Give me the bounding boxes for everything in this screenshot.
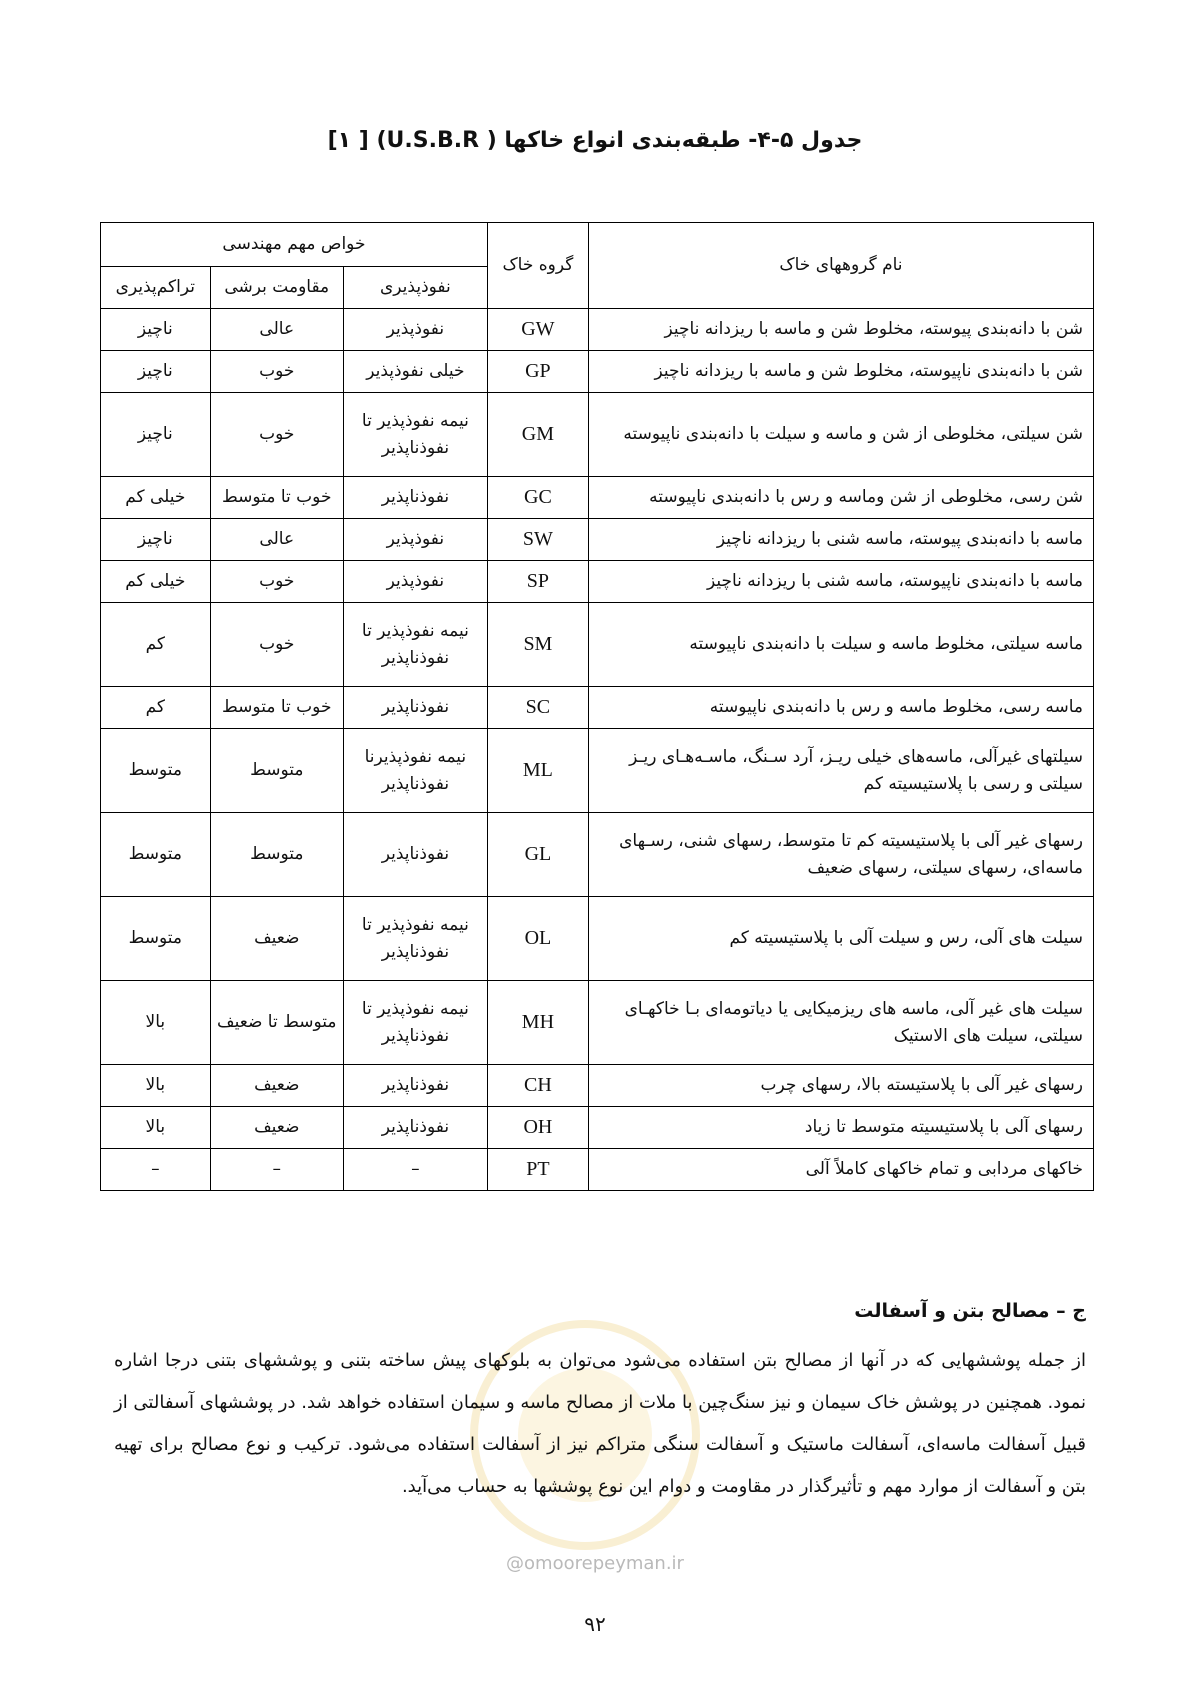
shear-strength-cell: خوب — [210, 561, 343, 603]
soil-code-cell: ML — [487, 729, 588, 813]
soil-name-cell: ماسه رسی، مخلوط ماسه و رس با دانه‌بندی ناپیوسته — [588, 687, 1093, 729]
table-row — [101, 519, 1094, 561]
soil-code-cell: GW — [487, 309, 588, 351]
table-row — [101, 729, 1094, 813]
permeability-cell: نفوذناپذیر — [343, 1065, 487, 1107]
compressibility-cell: بالا — [101, 981, 211, 1065]
section-paragraph: از جمله پوششهایی که در آنها از مصالح بتن استفاده می‌شود می‌توان به بلوکهای پیش ساخته بتنی و پوششهای بتنی درجا اشاره نمود. همچنین در پوشش خاک سیمان و نیز سنگ‌چین با ملات از مصالح ماسه و سیمان استفاده خواهد شد. در پوششهای آسفالتی از قبیل آسفالت ماسه‌ای، آسفالت ماستیک و آسفالت سنگی متراکم نیز از آسفالت استفاده می‌شود. ترکیب و نوع مصالح برای تهیه بتن و آسفالت از موارد مهم و تأثیرگذار در مقاومت و دوام این نوع پوششها به حساب می‌آید. — [114, 1350, 1086, 1497]
permeability-cell: خیلی نفوذپذیر — [343, 351, 487, 393]
soil-name-cell: سیلتهای غیرآلی، ماسه‌های خیلی ریـز، آرد سـنگ، ماسـه‌هـای ریـز سیلتی و رسی با پلاستیسیته کم — [588, 729, 1093, 813]
permeability-cell: – — [343, 1149, 487, 1191]
header-compressibility: تراکم‌پذیری — [101, 267, 211, 309]
compressibility-cell: ناچیز — [101, 519, 211, 561]
table-row — [101, 1149, 1094, 1191]
table-row — [101, 309, 1094, 351]
soil-name-cell: ماسه با دانه‌بندی پیوسته، ماسه شنی با ریزدانه ناچیز — [588, 519, 1093, 561]
soil-name-cell: رسهای غیر آلی با پلاستیسیته کم تا متوسط، رسهای شنی، رسـهای ماسه‌ای، رسهای سیلتی، رسهای ضعیف — [588, 813, 1093, 897]
permeability-cell: نفوذپذیر — [343, 519, 487, 561]
soil-name-cell: سیلت های غیر آلی، ماسه های ریزمیکایی یا دیاتومه‌ای بـا خاکهـای سیلتی، سیلت های الاستیک — [588, 981, 1093, 1065]
permeability-cell: نیمه نفوذپذیر تا نفوذناپذیر — [343, 981, 487, 1065]
header-soil-group: گروه خاک — [487, 223, 588, 309]
soil-code-cell: MH — [487, 981, 588, 1065]
header-permeability: نفوذپذیری — [343, 267, 487, 309]
table-title: جدول ۵-۴- طبقه‌بندی انواع خاکها ( U.S.B.R) [ ۱] — [327, 128, 863, 153]
permeability-cell: نفوذپذیر — [343, 561, 487, 603]
table-row — [101, 351, 1094, 393]
permeability-cell: نیمه نفوذپذیر تا نفوذناپذیر — [343, 393, 487, 477]
soil-code-cell: SW — [487, 519, 588, 561]
compressibility-cell: کم — [101, 687, 211, 729]
permeability-cell: نیمه نفوذپذیرنا نفوذناپذیر — [343, 729, 487, 813]
table-row — [101, 1107, 1094, 1149]
table-row — [101, 1065, 1094, 1107]
soil-code-cell: OL — [487, 897, 588, 981]
compressibility-cell: ناچیز — [101, 351, 211, 393]
soil-name-cell: شن سیلتی، مخلوطی از شن و ماسه و سیلت با دانه‌بندی ناپیوسته — [588, 393, 1093, 477]
shear-strength-cell: متوسط تا ضعیف — [210, 981, 343, 1065]
soil-name-cell: خاکهای مردابی و تمام خاکهای کاملاً آلی — [588, 1149, 1093, 1191]
shear-strength-cell: ضعیف — [210, 1065, 343, 1107]
permeability-cell: نیمه نفوذپذیر تا نفوذناپذیر — [343, 603, 487, 687]
header-engineering-properties: خواص مهم مهندسی — [101, 223, 488, 267]
header-soil-group-name: نام گروههای خاک — [588, 223, 1093, 309]
table-row — [101, 687, 1094, 729]
compressibility-cell: بالا — [101, 1065, 211, 1107]
permeability-cell: نفوذناپذیر — [343, 1107, 487, 1149]
shear-strength-cell: خوب — [210, 393, 343, 477]
table-row — [101, 981, 1094, 1065]
table-row — [101, 561, 1094, 603]
soil-code-cell: SC — [487, 687, 588, 729]
soil-code-cell: GP — [487, 351, 588, 393]
header-shear-strength: مقاومت برشی — [210, 267, 343, 309]
soil-code-cell: PT — [487, 1149, 588, 1191]
shear-strength-cell: عالی — [210, 309, 343, 351]
compressibility-cell: خیلی کم — [101, 561, 211, 603]
compressibility-cell: متوسط — [101, 813, 211, 897]
soil-code-cell: GL — [487, 813, 588, 897]
soil-code-cell: SM — [487, 603, 588, 687]
soil-code-cell: OH — [487, 1107, 588, 1149]
table-row — [101, 897, 1094, 981]
soil-classification-table — [100, 222, 1094, 1191]
permeability-cell: نفوذناپذیر — [343, 687, 487, 729]
compressibility-cell: خیلی کم — [101, 477, 211, 519]
compressibility-cell: کم — [101, 603, 211, 687]
soil-name-cell: سیلت های آلی، رس و سیلت آلی با پلاستیسیته کم — [588, 897, 1093, 981]
compressibility-cell: – — [101, 1149, 211, 1191]
shear-strength-cell: متوسط — [210, 813, 343, 897]
shear-strength-cell: خوب تا متوسط — [210, 687, 343, 729]
soil-name-cell: شن رسی، مخلوطی از شن وماسه و رس با دانه‌بندی ناپیوسته — [588, 477, 1093, 519]
soil-name-cell: ماسه سیلتی، مخلوط ماسه و سیلت با دانه‌بندی ناپیوسته — [588, 603, 1093, 687]
soil-code-cell: SP — [487, 561, 588, 603]
soil-code-cell: GC — [487, 477, 588, 519]
section-heading: ج – مصالح بتن و آسفالت — [854, 1300, 1086, 1322]
soil-name-cell: رسهای آلی با پلاستیسیته متوسط تا زیاد — [588, 1107, 1093, 1149]
soil-name-cell: رسهای غیر آلی با پلاستیسته بالا، رسهای چرب — [588, 1065, 1093, 1107]
soil-name-cell: شن با دانه‌بندی ناپیوسته، مخلوط شن و ماسه با ریزدانه ناچیز — [588, 351, 1093, 393]
compressibility-cell: متوسط — [101, 729, 211, 813]
shear-strength-cell: خوب — [210, 351, 343, 393]
table-row — [101, 813, 1094, 897]
shear-strength-cell: عالی — [210, 519, 343, 561]
soil-code-cell: CH — [487, 1065, 588, 1107]
permeability-cell: نفوذناپذیر — [343, 813, 487, 897]
compressibility-cell: متوسط — [101, 897, 211, 981]
permeability-cell: نیمه نفوذپذیر تا نفوذناپذیر — [343, 897, 487, 981]
shear-strength-cell: خوب — [210, 603, 343, 687]
compressibility-cell: ناچیز — [101, 393, 211, 477]
soil-code-cell: GM — [487, 393, 588, 477]
table-row — [101, 477, 1094, 519]
shear-strength-cell: متوسط — [210, 729, 343, 813]
table-row — [101, 603, 1094, 687]
soil-name-cell: ماسه با دانه‌بندی ناپیوسته، ماسه شنی با ریزدانه ناچیز — [588, 561, 1093, 603]
table-row — [101, 393, 1094, 477]
soil-name-cell: شن با دانه‌بندی پیوسته، مخلوط شن و ماسه با ریزدانه ناچیز — [588, 309, 1093, 351]
permeability-cell: نفوذناپذیر — [343, 477, 487, 519]
shear-strength-cell: – — [210, 1149, 343, 1191]
page-number: ۹۲ — [584, 1612, 606, 1636]
compressibility-cell: ناچیز — [101, 309, 211, 351]
shear-strength-cell: ضعیف — [210, 1107, 343, 1149]
shear-strength-cell: ضعیف — [210, 897, 343, 981]
shear-strength-cell: خوب تا متوسط — [210, 477, 343, 519]
watermark-text: @omoorepeyman.ir — [506, 1553, 684, 1574]
compressibility-cell: بالا — [101, 1107, 211, 1149]
permeability-cell: نفوذپذیر — [343, 309, 487, 351]
